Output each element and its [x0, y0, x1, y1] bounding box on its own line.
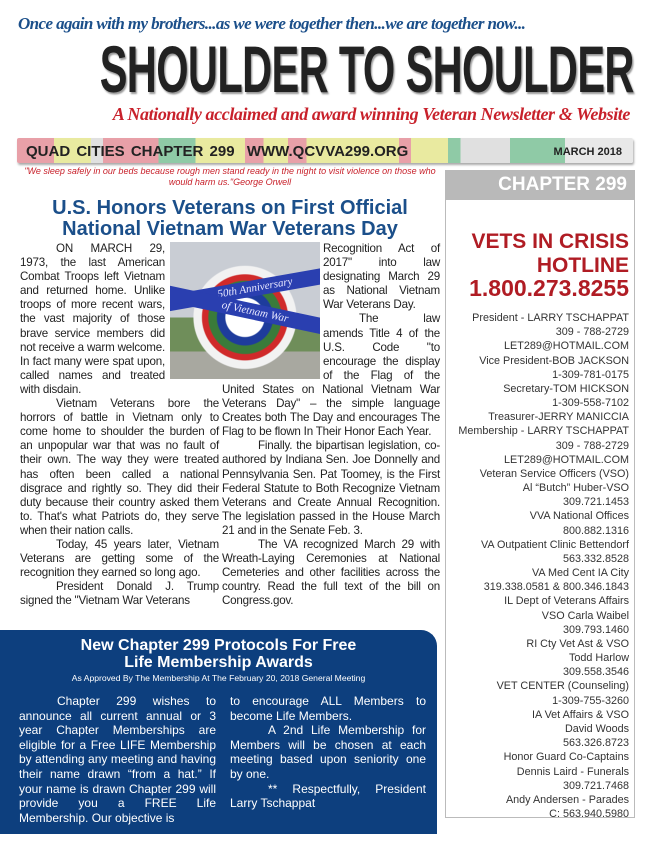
protocols-column-left	[19, 694, 216, 825]
contact-line: Secretary-TOM HICKSON	[503, 382, 629, 395]
contact-line: 309.793.1460	[562, 623, 629, 636]
article-paragraph: Finally. the bipartisan legislation, co-authored by Indiana Sen. Joe Donnelly and Pennsylvania Sen. Pat Toomey, is the First Federal Statute to Both Recognize Vietnam Veterans and Create Annual Recognition. The legislation passed in the House March 21 and in the Senate Feb. 3.	[222, 439, 440, 537]
contact-line: 309.558.3546	[562, 666, 629, 679]
contact-line: 1-309-781-0175	[552, 368, 629, 381]
protocols-box	[0, 630, 437, 834]
contact-line: Honor Guard Co-Captains	[503, 751, 629, 764]
orwell-quote: "We sleep safely in our beds because rough men stand ready in the night to visit violence on those who would harm us."George Orwell	[24, 166, 436, 187]
contact-line: President - LARRY TSCHAPPAT	[472, 312, 629, 324]
contact-line: VA Outpatient Clinic Bettendorf	[480, 538, 629, 551]
contact-line: 1-309-558-7102	[552, 397, 629, 410]
contact-line: VA Med Cent IA City	[531, 567, 629, 580]
contact-line: VVA National Offices	[529, 510, 629, 523]
contact-line: VET CENTER (Counseling)	[496, 680, 629, 693]
protocols-signature: ** Respectfully, President Larry Tschappat	[230, 781, 426, 811]
contact-line: LET289@HOTMAIL.COM	[504, 340, 629, 353]
article-paragraph: ON MARCH 29, 1973, the last American Combat Troops left Vietnam and returned home. Unlike troops of more recent wars, the vast majority of those brave service members did not receive a warm welcome. In fact many were spat upon, called names and treated with disdain.	[20, 242, 165, 396]
article-paragraph: The law amends Title 4 of the U.S. Code "to encourage the display of the Flag of the United States on National Vietnam War Veterans Day" – the simple language Creates both The Day and encourages The Flag to be flown In Their Honor Each Year.	[222, 312, 440, 439]
article-headline: U.S. Honors Veterans on First Official National Vietnam War Veterans Day	[52, 197, 408, 240]
contact-line: Vice President-BOB JACKSON	[479, 354, 629, 367]
article-column-left	[20, 242, 219, 608]
hotline-phone: 1.800.273.8255	[469, 275, 629, 301]
contact-line: 800.882.1316	[562, 524, 629, 537]
crisis-hotline	[469, 230, 629, 301]
hotline-title: HOTLINE	[536, 253, 629, 277]
contact-line: Membership - LARRY TSCHAPPAT	[458, 425, 629, 438]
contact-line: Al “Butch” Huber-VSO	[522, 482, 629, 495]
contact-line: 309 - 788-2729	[555, 439, 629, 452]
contact-line: Veteran Service Officers (VSO)	[479, 467, 629, 480]
masthead-title: SHOULDER TO SHOULDER	[99, 32, 634, 106]
contact-line: 563.326.8723	[562, 737, 629, 750]
issue-date: MARCH 2018	[553, 146, 622, 158]
contact-line: RI Cty Vet Ast & VSO	[526, 637, 629, 650]
protocols-subtitle: As Approved By The Membership At The February 20, 2018 General Meeting	[71, 673, 366, 683]
protocols-paragraph: A 2nd Life Membership for Members will be chosen at each meeting based upon seniority one by one.	[230, 723, 426, 781]
contact-line: IA Vet Affairs & VSO	[531, 708, 629, 721]
contact-list	[458, 311, 629, 821]
masthead-subtitle: A Nationally acclaimed and award winning Veteran Newsletter & Website	[112, 104, 630, 124]
contact-line: C: 563.940.5980	[549, 808, 629, 821]
photo-banner-2: of Vietnam War	[170, 284, 320, 339]
article-paragraph: President Donald J. Trump signed the "Vietnam War Veterans	[20, 580, 219, 608]
contact-line: VSO Carla Waibel	[541, 609, 629, 622]
article-column-right	[222, 242, 440, 608]
contact-line: 563.332.8528	[562, 552, 629, 565]
protocols-paragraph: to encourage ALL Members to become Life Members.	[230, 694, 426, 723]
photo-banner-1: 50th Anniversary	[170, 264, 320, 313]
contact-line: 309.721.7468	[562, 779, 629, 792]
contact-line: Andy Andersen - Parades	[505, 793, 629, 806]
tagline: Once again with my brothers...as we were together then...we are together now...	[18, 14, 526, 33]
contact-line: Treasurer-JERRY MANICCIA	[488, 411, 629, 424]
contact-line: David Woods	[564, 722, 629, 735]
protocols-column-right	[230, 694, 426, 811]
contact-line: 309.721.1453	[562, 496, 629, 509]
article-paragraph: Today, 45 years later, Vietnam Veterans are getting some of the recognition they earned so long ago.	[20, 537, 219, 580]
contact-line: 319.338.0581 & 800.346.1843	[483, 581, 629, 594]
protocols-paragraph: Chapter 299 wishes to announce all current annual or 3 year Chapter Memberships are eligible for a Free LIFE Membership by attending any meeting and having their name drawn “from a hat.” If your name is drawn Chapter 299 will provide you a FREE Life Membership. Our objective is	[19, 694, 216, 825]
contact-line: Todd Harlow	[568, 652, 629, 665]
article-paragraph: Vietnam Veterans bore the horrors of battle in Vietnam only to come home to shoulder the burden of an unpopular war that was no fault of their own. The way they were treated has often been called a national disgrace and rightly so. They did their duty because their country asked them to. That's what Patriots do, they serve when their nation calls.	[20, 397, 219, 537]
article-paragraph: Recognition Act of 2017" into law designating March 29 as National Vietnam War Veterans Day.	[323, 242, 440, 312]
chapter-website-label: QUAD CITIES CHAPTER 299 WWW.QCVVA299.ORG	[26, 143, 409, 160]
contact-line: 1-309-755-3260	[552, 694, 629, 707]
contact-line: 309 - 788-2729	[555, 326, 629, 339]
contact-line: IL Dept of Veterans Affairs	[504, 595, 629, 608]
protocols-title: New Chapter 299 Protocols For Free Life Membership Awards	[80, 637, 357, 671]
contact-line: LET289@HOTMAIL.COM	[504, 453, 629, 466]
contact-line: Dennis Laird - Funerals	[516, 765, 629, 778]
article-paragraph: The VA recognized March 29 with Wreath-Laying Ceremonies at National Cemeteries and other facilities across the country. Read the full text of the bill on Congress.gov.	[222, 537, 440, 608]
hotline-title: VETS IN CRISIS	[471, 230, 629, 253]
sidebar-header: CHAPTER 299	[445, 170, 635, 200]
